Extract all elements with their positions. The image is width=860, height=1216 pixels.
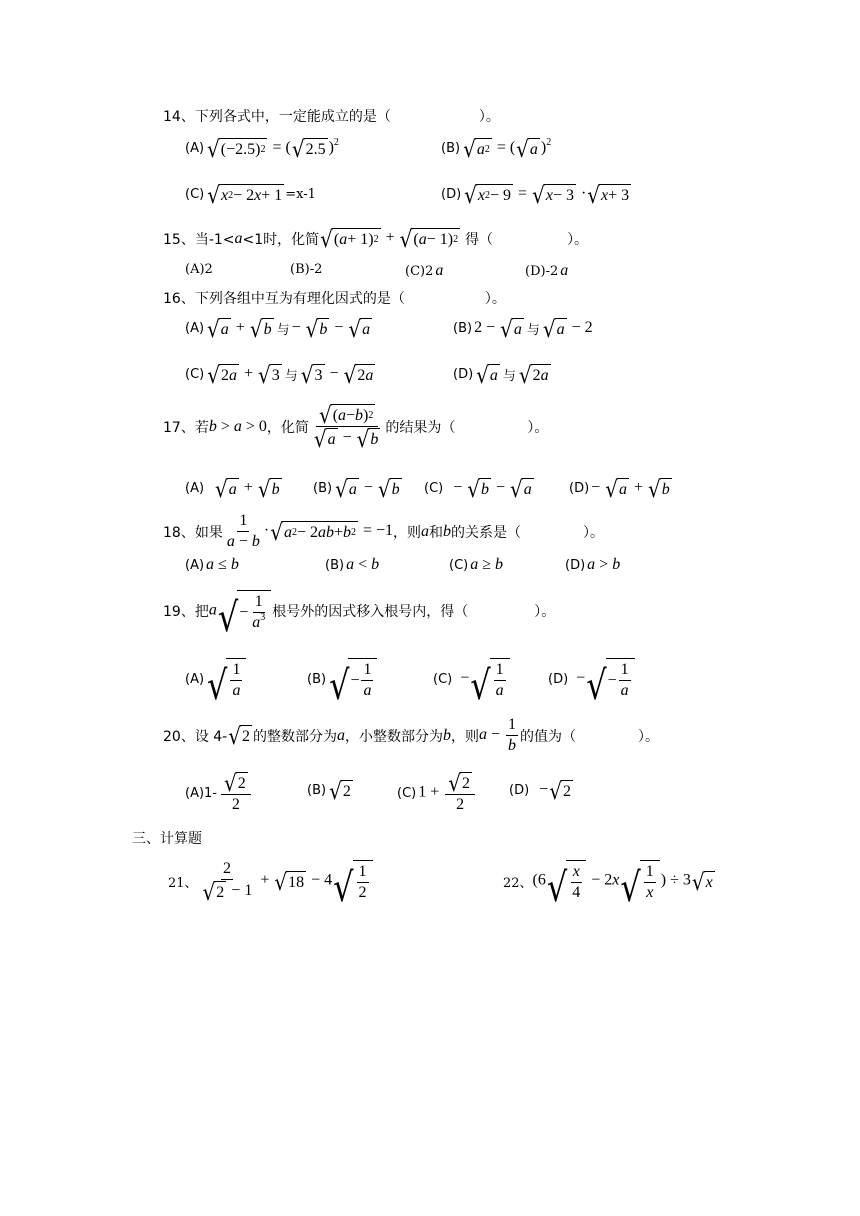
question-19-option-a: (A) √ $\frac{1}{a}$ [185, 658, 247, 700]
question-14-option-b: (B) √ a 2 = ( √ a )$^2$ [441, 135, 552, 163]
question-20-option-c: (C) 1 + √ 2 2 [397, 772, 477, 814]
question-14-option-c: (C) √ x 2 − 2 x + 1 =x-1 [185, 181, 316, 209]
question-20-stem: 20、设 4- √ 2 的整数部分为 a ，小整数部分为 b ，则 a − $\frac{1}{b}$ 的值为（ ）。 [163, 716, 660, 754]
question-14-stem: 14、下列各式中，一定能成立的是（ ）。 [163, 109, 500, 125]
question-15-option-b: (B)-2 [290, 262, 323, 277]
section-3-heading: 三、计算题 [132, 831, 202, 847]
question-15-option-c: (C)2 a [405, 262, 444, 279]
question-20-option-b: (B) √ 2 [307, 777, 351, 805]
question-19-option-d: (D) − √ − $\frac{1}{a}$ [548, 658, 636, 700]
question-14-option-d: (D) √ x 2 − 9 = √ x − 3 · √ x + 3 [441, 181, 630, 209]
question-17-option-a: (A) √ a + √ b [185, 475, 280, 503]
question-15-option-d: (D)-2 a [525, 262, 569, 279]
question-14-option-a: (A) √ (−2.5) 2 = ( √ 2.5 )$^2$ [185, 135, 339, 163]
question-18-option-a: (A) a ≤ b [185, 556, 239, 573]
question-17-stem: 17、若 b > a > 0 ，化简 √ ( a − b ) 2 √ a − √ b 的结果为（ ）。 [163, 401, 549, 453]
question-16-option-a: (A) √ a + √ b 与 − √ b − √ a [185, 315, 371, 343]
question-21: 21、 2 √ 2 − 1 + √ 18 − 4 √ $\frac{1}{2}$ [168, 860, 374, 902]
question-18-stem: 18、如果 $\frac{1}{a - b}$ · √ a 2 − 2 ab + b 2 = −1 ，则 a 和 b 的关系是（ ）。 [163, 512, 605, 550]
question-15-stem: 15、当-1< a <1时，化简 √ ( a + 1) 2 + √ ( a − 1) 2 得（ ）。 [163, 225, 589, 253]
question-20-option-d: (D) − √ 2 [509, 777, 571, 805]
question-16-stem: 16、下列各组中互为有理化因式的是（ ）。 [163, 291, 506, 307]
question-17-option-d: (D) − √ a + √ b [569, 475, 670, 503]
question-22: 22、 (6 √ $\frac{x}{4}$ − 2x √ $\frac{1}{x}$ ) ÷ 3 √ x [503, 860, 716, 902]
question-15-option-a: (A)2 [185, 262, 213, 277]
question-19-option-c: (C) − √ $\frac{1}{a}$ [433, 658, 511, 700]
question-19-stem: 19、把 a √ − $\frac{1}{a^3}$ 根号外的因式移入根号内，得（ ）。 [163, 590, 555, 632]
question-17-option-b: (B) √ a − √ b [313, 475, 400, 503]
question-20-option-a: (A)1- √ 2 2 [185, 772, 253, 814]
question-18-option-c: (C) a ≥ b [449, 556, 504, 573]
question-18-option-d: (D) a > b [565, 556, 621, 573]
question-18-option-b: (B) a < b [325, 556, 380, 573]
question-19-option-b: (B) √ − $\frac{1}{a}$ [307, 658, 378, 700]
question-16-option-d: (D) √ a 与 √ 2 a [453, 361, 549, 389]
question-16-option-b: (B) 2 − √ a 与 √ a − 2 [453, 315, 593, 343]
question-17-option-c: (C) − √ b − √ a [424, 475, 532, 503]
question-16-option-c: (C) √ 2 a + √ 3 与 √ 3 − √ 2 a [185, 361, 374, 389]
